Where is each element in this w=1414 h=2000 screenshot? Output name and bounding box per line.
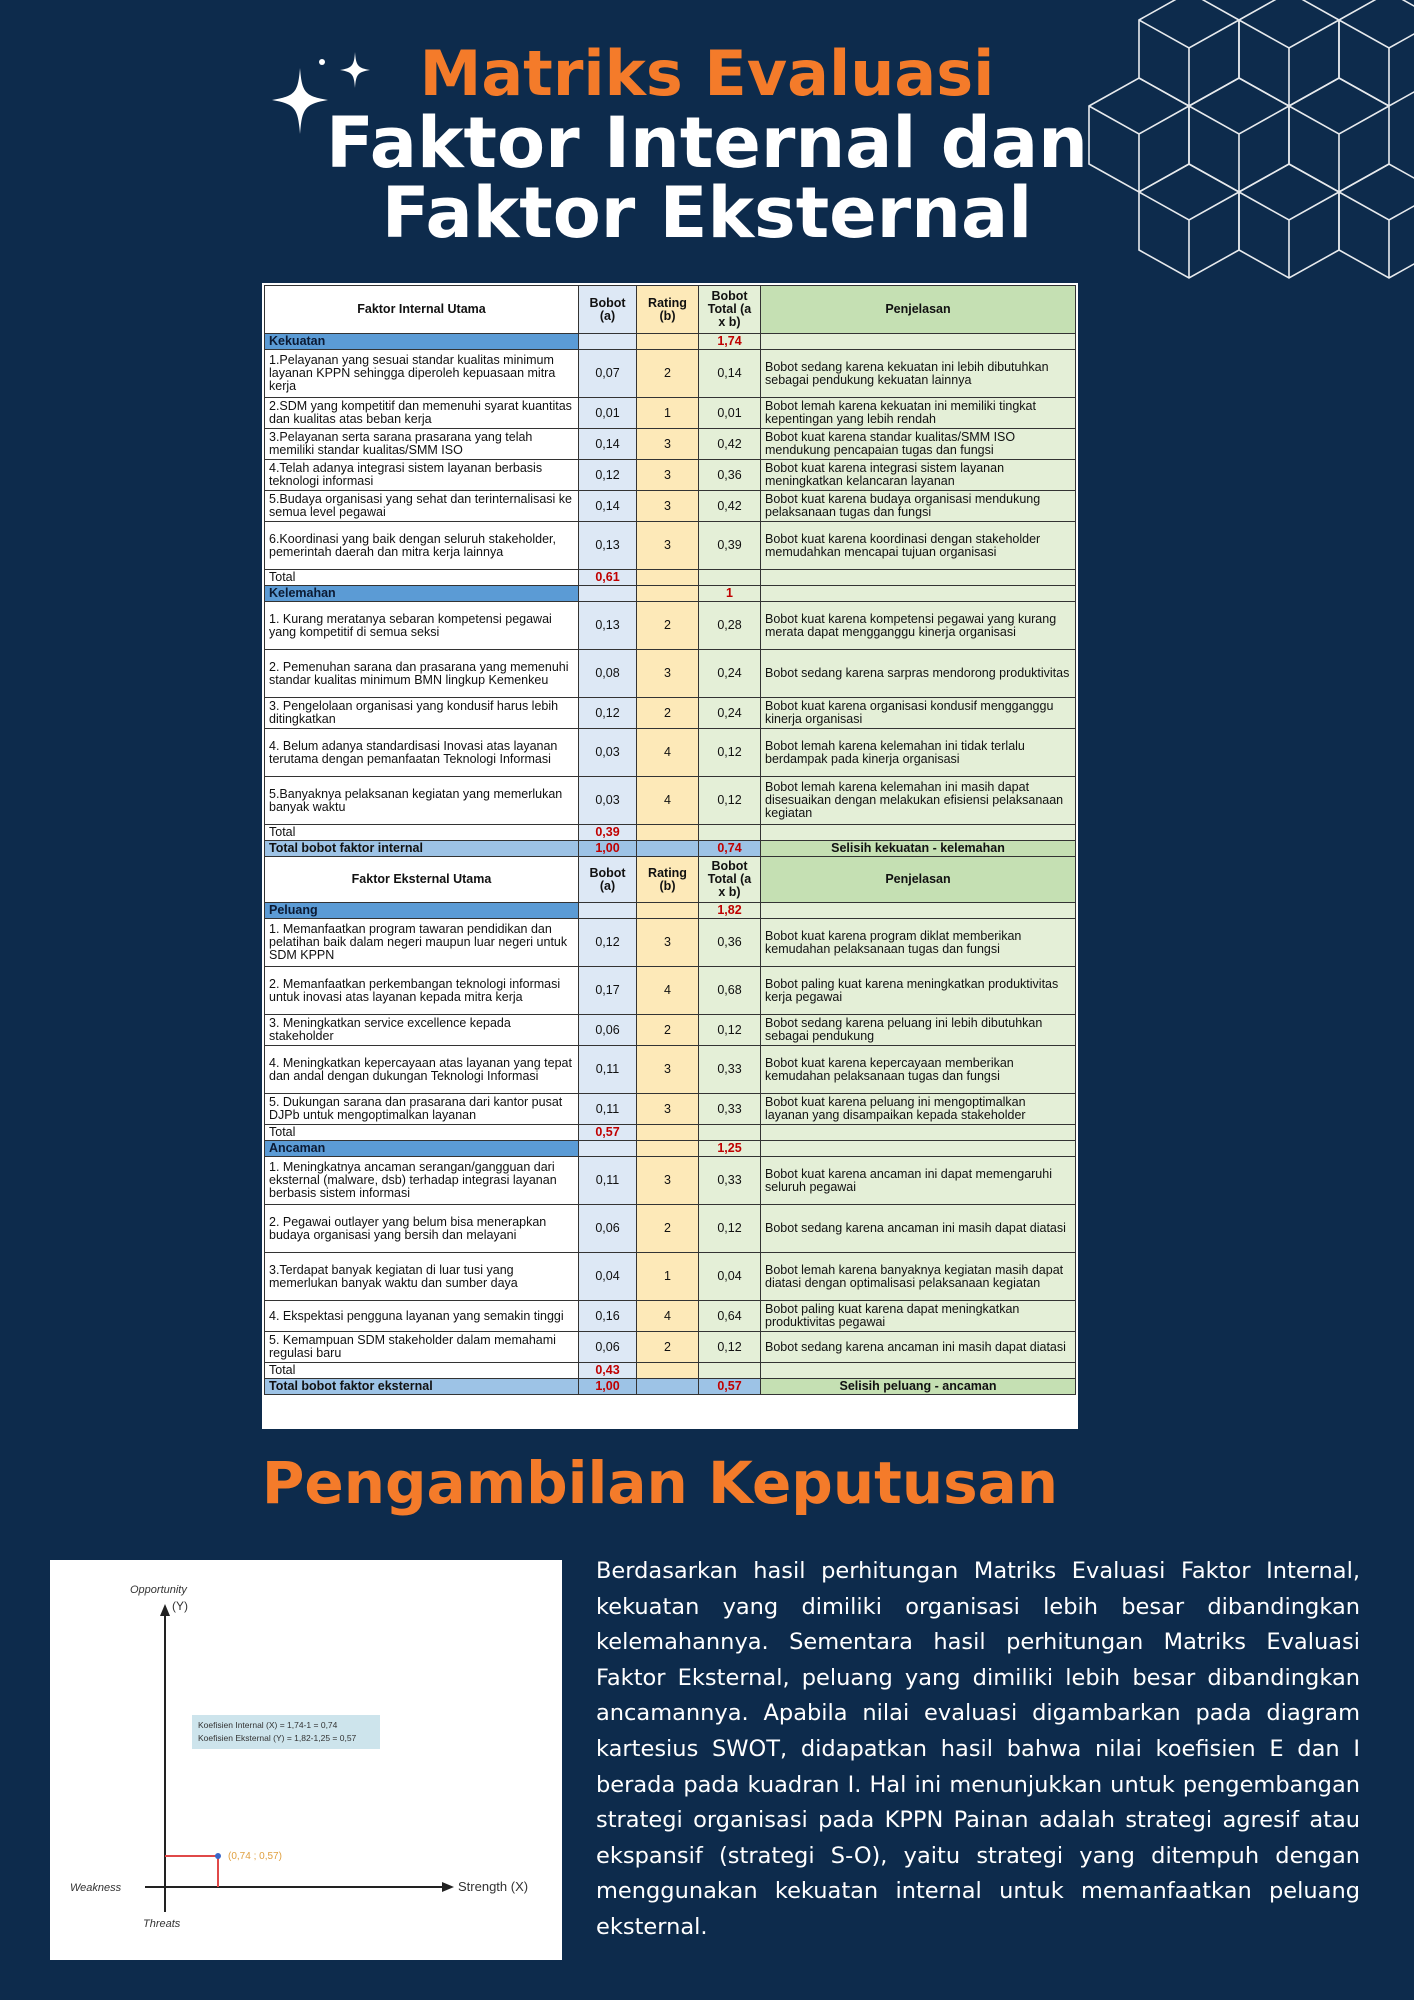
penjelasan-cell: Bobot kuat karena program diklat memberikan kemudahan pelaksanaan tugas dan fungsi [761, 919, 1076, 967]
penjelasan-cell: Bobot sedang karena sarpras mendorong produktivitas [761, 650, 1076, 698]
section-bobot [579, 903, 637, 919]
penjelasan-cell: Bobot kuat karena budaya organisasi mendukung pelaksanaan tugas dan fungsi [761, 491, 1076, 522]
total-cell: 0,36 [699, 460, 761, 491]
subtotal-penjelasan [761, 1125, 1076, 1141]
total-cell: 0,42 [699, 429, 761, 460]
total-cell: 0,14 [699, 350, 761, 398]
total-cell: 0,24 [699, 650, 761, 698]
bobot-cell: 0,08 [579, 650, 637, 698]
penjelasan-cell: Bobot sedang karena ancaman ini masih dapat diatasi [761, 1332, 1076, 1363]
bobot-cell: 0,14 [579, 491, 637, 522]
penjelasan-cell: Bobot sedang karena peluang ini lebih dibutuhkan sebagai pendukung [761, 1015, 1076, 1046]
section-row [265, 586, 1076, 602]
subtotal-label: Total [265, 825, 579, 841]
section-sum: 1 [699, 586, 761, 602]
table-row [265, 698, 1076, 729]
header-penjelasan: Penjelasan [761, 286, 1076, 334]
factor-cell: 3. Pengelolaan organisasi yang kondusif harus lebih ditingkatkan [265, 698, 579, 729]
table-row [265, 429, 1076, 460]
factor-cell: 2. Pemenuhan sarana dan prasarana yang memenuhi standar kualitas minimum BMN lingkup Kemenkeu [265, 650, 579, 698]
table-header-row [265, 857, 1076, 903]
total-cell: 0,28 [699, 602, 761, 650]
rating-cell: 2 [637, 1332, 699, 1363]
total-cell: 0,64 [699, 1301, 761, 1332]
table-row [265, 350, 1076, 398]
factor-cell: 5. Dukungan sarana dan prasarana dari kantor pusat DJPb untuk mengoptimalkan layanan [265, 1094, 579, 1125]
bobot-cell: 0,04 [579, 1253, 637, 1301]
section-bobot [579, 1141, 637, 1157]
factor-cell: 6.Koordinasi yang baik dengan seluruh stakeholder, pemerintah daerah dan mitra kerja lainnya [265, 522, 579, 570]
bobot-cell: 0,14 [579, 429, 637, 460]
penjelasan-cell: Bobot kuat karena integrasi sistem layanan meningkatkan kelancaran layanan [761, 460, 1076, 491]
bobot-cell: 0,12 [579, 460, 637, 491]
penjelasan-cell: Bobot lemah karena kelemahan ini tidak terlalu berdampak pada kinerja organisasi [761, 729, 1076, 777]
section-rating [637, 334, 699, 350]
subtotal-row [265, 825, 1076, 841]
grand-total-penjelasan: Selisih peluang - ancaman [761, 1379, 1076, 1395]
grand-total-row [265, 841, 1076, 857]
bobot-cell: 0,11 [579, 1046, 637, 1094]
bobot-cell: 0,03 [579, 777, 637, 825]
grand-total-row [265, 1379, 1076, 1395]
subtotal-total [699, 570, 761, 586]
rating-cell: 3 [637, 1046, 699, 1094]
penjelasan-cell: Bobot paling kuat karena meningkatkan produktivitas kerja pegawai [761, 967, 1076, 1015]
rating-cell: 3 [637, 522, 699, 570]
subtotal-total [699, 1125, 761, 1141]
table-row [265, 602, 1076, 650]
table-row [265, 967, 1076, 1015]
header-total: Bobot Total (a x b) [699, 286, 761, 334]
factor-cell: 4. Ekspektasi pengguna layanan yang semakin tinggi [265, 1301, 579, 1332]
subtotal-row [265, 570, 1076, 586]
swot-point [215, 1853, 221, 1859]
section-row [265, 903, 1076, 919]
penjelasan-cell: Bobot lemah karena kekuatan ini memiliki tingkat kepentingan yang lebih rendah [761, 398, 1076, 429]
table-row [265, 460, 1076, 491]
rating-cell: 1 [637, 398, 699, 429]
penjelasan-cell: Bobot kuat karena standar kualitas/SMM ISO mendukung pencapaian tugas dan fungsi [761, 429, 1076, 460]
rating-cell: 2 [637, 1205, 699, 1253]
bobot-cell: 0,13 [579, 522, 637, 570]
factor-cell: 5.Banyaknya pelaksanan kegiatan yang memerlukan banyak waktu [265, 777, 579, 825]
subtotal-bobot: 0,57 [579, 1125, 637, 1141]
legend-external: Koefisien Eksternal (Y) = 1,82-1,25 = 0,57 [198, 1733, 357, 1743]
grand-total-bobot: 1,00 [579, 841, 637, 857]
y-axis-arrow [160, 1604, 170, 1616]
factor-cell: 4.Telah adanya integrasi sistem layanan berbasis teknologi informasi [265, 460, 579, 491]
subtotal-penjelasan [761, 825, 1076, 841]
table-row [265, 650, 1076, 698]
penjelasan-cell: Bobot sedang karena kekuatan ini lebih dibutuhkan sebagai pendukung kekuatan lainnya [761, 350, 1076, 398]
section-sum: 1,74 [699, 334, 761, 350]
axis-label-weakness: Weakness [70, 1882, 122, 1894]
evaluation-table [264, 285, 1076, 1395]
rating-cell: 3 [637, 429, 699, 460]
section-row [265, 1141, 1076, 1157]
header-bobot: Bobot (a) [579, 857, 637, 903]
bobot-cell: 0,16 [579, 1301, 637, 1332]
header-factor: Faktor Internal Utama [265, 286, 579, 334]
swot-diagram [50, 1560, 562, 1960]
section-bobot [579, 334, 637, 350]
penjelasan-cell: Bobot sedang karena ancaman ini masih dapat diatasi [761, 1205, 1076, 1253]
total-cell: 0,36 [699, 919, 761, 967]
decision-paragraph: Berdasarkan hasil perhitungan Matriks Evaluasi Faktor Internal, kekuatan yang dimiliki organisasi lebih besar dibandingkan kelemahannya. Sementara hasil perhitungan Matriks Evaluasi Faktor Eksternal, peluang yang dimiliki lebih besar dibandingkan ancamannya. Apabila nilai evaluasi digambarkan pada diagram kartesius SWOT, didapatkan hasil bahwa nilai koefisien E dan I berada pada kuadran I. Hal ini menunjukkan untuk pengembangan strategi organisasi pada KPPN Painan adalah strategi agresif atau ekspansif (strategi S-O), yaitu strategi yang ditempuh dengan menggunakan kekuatan internal untuk memanfaatkan peluang eksternal. [596, 1558, 1360, 1940]
rating-cell: 2 [637, 698, 699, 729]
factor-cell: 1. Kurang meratanya sebaran kompetensi pegawai yang kompetitif di semua seksi [265, 602, 579, 650]
factor-cell: 2.SDM yang kompetitif dan memenuhi syarat kuantitas dan kualitas atas beban kerja [265, 398, 579, 429]
rating-cell: 4 [637, 729, 699, 777]
table-row [265, 777, 1076, 825]
bobot-cell: 0,11 [579, 1094, 637, 1125]
evaluation-matrix [262, 283, 1078, 1429]
section-sum: 1,25 [699, 1141, 761, 1157]
rating-cell: 2 [637, 350, 699, 398]
factor-cell: 2. Memanfaatkan perkembangan teknologi informasi untuk inovasi atas layanan kepada mitra kerja [265, 967, 579, 1015]
page-title-line2-text: Faktor Internal dan [326, 102, 1088, 184]
header-bobot: Bobot (a) [579, 286, 637, 334]
page-title-line1: Matriks Evaluasi [419, 37, 995, 110]
axis-label-strength: Strength (X) [458, 1879, 529, 1894]
total-cell: 0,24 [699, 698, 761, 729]
table-row [265, 1046, 1076, 1094]
table-row [265, 1094, 1076, 1125]
section-rating [637, 903, 699, 919]
swot-point-label: (0,74 ; 0,57) [228, 1851, 282, 1862]
grand-total-rating [637, 841, 699, 857]
subtotal-penjelasan [761, 1363, 1076, 1379]
factor-cell: 3.Pelayanan serta sarana prasarana yang telah memiliki standar kualitas/SMM ISO [265, 429, 579, 460]
subtotal-rating [637, 1125, 699, 1141]
legend-internal: Koefisien Internal (X) = 1,74-1 = 0,74 [198, 1720, 338, 1730]
penjelasan-cell: Bobot lemah karena banyaknya kegiatan masih dapat diatasi dengan optimalisasi pelaksanaan kegiatan [761, 1253, 1076, 1301]
header-penjelasan: Penjelasan [761, 857, 1076, 903]
table-row [265, 398, 1076, 429]
section-label: Kelemahan [265, 586, 579, 602]
header-total: Bobot Total (a x b) [699, 857, 761, 903]
section-label: Peluang [265, 903, 579, 919]
grand-total-label: Total bobot faktor eksternal [265, 1379, 579, 1395]
factor-cell: 4. Belum adanya standardisasi Inovasi atas layanan terutama dengan pemanfaatan Teknologi Informasi [265, 729, 579, 777]
bobot-cell: 0,06 [579, 1332, 637, 1363]
bobot-cell: 0,13 [579, 602, 637, 650]
x-axis-arrow [442, 1882, 454, 1892]
subtotal-row [265, 1125, 1076, 1141]
table-row [265, 1205, 1076, 1253]
table-row [265, 1253, 1076, 1301]
page-title-line2 [0, 102, 1414, 254]
section-label: Kekuatan [265, 334, 579, 350]
bobot-cell: 0,11 [579, 1157, 637, 1205]
axis-label-threats: Threats [143, 1918, 181, 1930]
axis-label-opportunity: Opportunity [130, 1584, 187, 1596]
table-row [265, 919, 1076, 967]
section-rating [637, 586, 699, 602]
subtotal-rating [637, 570, 699, 586]
penjelasan-cell: Bobot kuat karena koordinasi dengan stakeholder memudahkan mencapai tujuan organisasi [761, 522, 1076, 570]
factor-cell: 3.Terdapat banyak kegiatan di luar tusi yang memerlukan banyak waktu dan sumber daya [265, 1253, 579, 1301]
penjelasan-cell: Bobot kuat karena ancaman ini dapat memengaruhi seluruh pegawai [761, 1157, 1076, 1205]
swot-diagram-svg [50, 1560, 562, 1960]
factor-cell: 2. Pegawai outlayer yang belum bisa menerapkan budaya organisasi yang bersih dan melayani [265, 1205, 579, 1253]
subtotal-bobot: 0,39 [579, 825, 637, 841]
section-bobot [579, 586, 637, 602]
penjelasan-cell: Bobot lemah karena kelemahan ini masih dapat disesuaikan dengan melakukan efisiensi pelaksanaan kegiatan [761, 777, 1076, 825]
penjelasan-cell: Bobot kuat karena kepercayaan memberikan kemudahan pelaksanaan tugas dan fungsi [761, 1046, 1076, 1094]
subtotal-label: Total [265, 570, 579, 586]
bobot-cell: 0,12 [579, 698, 637, 729]
axis-label-y: (Y) [172, 1599, 188, 1613]
factor-cell: 1.Pelayanan yang sesuai standar kualitas minimum layanan KPPN sehingga diperoleh kepuasaan mitra kerja [265, 350, 579, 398]
rating-cell: 3 [637, 1157, 699, 1205]
subtotal-total [699, 1363, 761, 1379]
factor-cell: 4. Meningkatkan kepercayaan atas layanan yang tepat dan andal dengan dukungan Teknologi Informasi [265, 1046, 579, 1094]
factor-cell: 5. Kemampuan SDM stakeholder dalam memahami regulasi baru [265, 1332, 579, 1363]
subtotal-label: Total [265, 1363, 579, 1379]
table-row [265, 1015, 1076, 1046]
table-row [265, 522, 1076, 570]
rating-cell: 4 [637, 777, 699, 825]
table-row [265, 491, 1076, 522]
bobot-cell: 0,03 [579, 729, 637, 777]
rating-cell: 4 [637, 967, 699, 1015]
subtotal-label: Total [265, 1125, 579, 1141]
total-cell: 0,33 [699, 1157, 761, 1205]
decision-section-title: Pengambilan Keputusan [261, 1449, 1059, 1517]
total-cell: 0,33 [699, 1094, 761, 1125]
grand-total-label: Total bobot faktor internal [265, 841, 579, 857]
bobot-cell: 0,06 [579, 1015, 637, 1046]
rating-cell: 3 [637, 1094, 699, 1125]
factor-cell: 1. Memanfaatkan program tawaran pendidikan dan pelatihan baik dalam negeri maupun luar negeri untuk SDM KPPN [265, 919, 579, 967]
bobot-cell: 0,01 [579, 398, 637, 429]
subtotal-penjelasan [761, 570, 1076, 586]
grand-total-rating [637, 1379, 699, 1395]
total-cell: 0,12 [699, 1332, 761, 1363]
penjelasan-cell: Bobot paling kuat karena dapat meningkatkan produktivitas pegawai [761, 1301, 1076, 1332]
rating-cell: 3 [637, 460, 699, 491]
section-penjelasan [761, 586, 1076, 602]
section-sum: 1,82 [699, 903, 761, 919]
rating-cell: 1 [637, 1253, 699, 1301]
total-cell: 0,39 [699, 522, 761, 570]
section-penjelasan [761, 1141, 1076, 1157]
total-cell: 0,04 [699, 1253, 761, 1301]
grand-total-penjelasan: Selisih kekuatan - kelemahan [761, 841, 1076, 857]
table-row [265, 729, 1076, 777]
subtotal-rating [637, 1363, 699, 1379]
grand-total-value: 0,57 [699, 1379, 761, 1395]
subtotal-bobot: 0,61 [579, 570, 637, 586]
section-penjelasan [761, 334, 1076, 350]
subtotal-total [699, 825, 761, 841]
header-factor: Faktor Eksternal Utama [265, 857, 579, 903]
section-rating [637, 1141, 699, 1157]
table-row [265, 1157, 1076, 1205]
total-cell: 0,01 [699, 398, 761, 429]
table-row [265, 1332, 1076, 1363]
grand-total-value: 0,74 [699, 841, 761, 857]
page-title-line3-text: Faktor Eksternal [381, 172, 1033, 254]
total-cell: 0,33 [699, 1046, 761, 1094]
factor-cell: 5.Budaya organisasi yang sehat dan terinternalisasi ke semua level pegawai [265, 491, 579, 522]
rating-cell: 4 [637, 1301, 699, 1332]
header-rating: Rating (b) [637, 857, 699, 903]
section-penjelasan [761, 903, 1076, 919]
rating-cell: 2 [637, 602, 699, 650]
total-cell: 0,12 [699, 777, 761, 825]
rating-cell: 2 [637, 1015, 699, 1046]
rating-cell: 3 [637, 491, 699, 522]
table-row [265, 1301, 1076, 1332]
header-rating: Rating (b) [637, 286, 699, 334]
total-cell: 0,12 [699, 1205, 761, 1253]
penjelasan-cell: Bobot kuat karena kompetensi pegawai yang kurang merata dapat mengganggu kinerja organisasi [761, 602, 1076, 650]
bobot-cell: 0,12 [579, 919, 637, 967]
penjelasan-cell: Bobot kuat karena peluang ini mengoptimalkan layanan yang disampaikan kepada stakeholder [761, 1094, 1076, 1125]
penjelasan-cell: Bobot kuat karena organisasi kondusif mengganggu kinerja organisasi [761, 698, 1076, 729]
rating-cell: 3 [637, 650, 699, 698]
bobot-cell: 0,17 [579, 967, 637, 1015]
total-cell: 0,68 [699, 967, 761, 1015]
bobot-cell: 0,07 [579, 350, 637, 398]
section-label: Ancaman [265, 1141, 579, 1157]
factor-cell: 3. Meningkatkan service excellence kepada stakeholder [265, 1015, 579, 1046]
total-cell: 0,12 [699, 1015, 761, 1046]
rating-cell: 3 [637, 919, 699, 967]
subtotal-bobot: 0,43 [579, 1363, 637, 1379]
grand-total-bobot: 1,00 [579, 1379, 637, 1395]
table-header-row [265, 286, 1076, 334]
subtotal-rating [637, 825, 699, 841]
factor-cell: 1. Meningkatnya ancaman serangan/gangguan dari eksternal (malware, dsb) terhadap integrasi layanan berbasis sistem informasi [265, 1157, 579, 1205]
bobot-cell: 0,06 [579, 1205, 637, 1253]
subtotal-row [265, 1363, 1076, 1379]
section-row [265, 334, 1076, 350]
total-cell: 0,42 [699, 491, 761, 522]
total-cell: 0,12 [699, 729, 761, 777]
